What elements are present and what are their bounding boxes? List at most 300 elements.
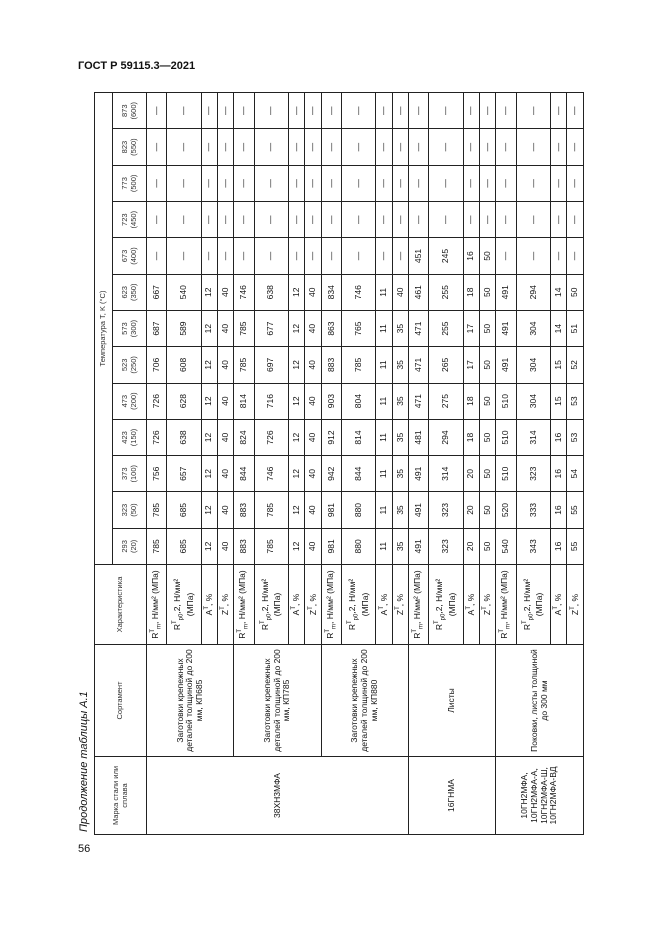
value-cell: 50: [480, 383, 496, 419]
characteristic-cell: $R^T_m$, Н/мм² (МПа): [409, 565, 429, 645]
sortament-cell: Листы: [409, 645, 496, 757]
value-cell: 294: [429, 419, 463, 455]
temp-kelvin: 723: [119, 213, 129, 226]
value-cell: —: [321, 129, 341, 165]
table-row: [234, 93, 254, 835]
value-cell: —: [167, 202, 201, 238]
value-cell: 50: [480, 456, 496, 492]
characteristic-cell: $Z^T$, %: [480, 565, 496, 645]
temp-celsius: (500): [128, 174, 138, 193]
characteristic-cell: $R^T_{p0},2$, Н/мм² (МПа): [342, 565, 376, 645]
value-cell: 17: [463, 347, 479, 383]
value-cell: 667: [147, 274, 167, 310]
temp-kelvin: 573: [119, 322, 129, 335]
value-cell: —: [321, 202, 341, 238]
table-area: [94, 92, 584, 835]
characteristic-cell: $R^T_m$, Н/мм² (МПа): [147, 565, 167, 645]
header-temp-10: [113, 165, 147, 201]
value-cell: —: [147, 202, 167, 238]
value-cell: —: [409, 129, 429, 165]
value-cell: 638: [167, 419, 201, 455]
temp-celsius: (350): [128, 283, 138, 302]
value-cell: —: [321, 165, 341, 201]
value-cell: 333: [516, 492, 550, 528]
value-cell: 981: [321, 492, 341, 528]
header-temp-4: [113, 383, 147, 419]
value-cell: —: [288, 238, 304, 274]
value-cell: —: [288, 129, 304, 165]
temp-celsius: (450): [128, 210, 138, 229]
value-cell: 844: [342, 456, 376, 492]
value-cell: 746: [234, 274, 254, 310]
value-cell: 628: [167, 383, 201, 419]
value-cell: 323: [429, 492, 463, 528]
temp-kelvin: 373: [119, 467, 129, 481]
value-cell: 11: [376, 383, 392, 419]
value-cell: —: [516, 93, 550, 129]
value-cell: 481: [409, 419, 429, 455]
value-cell: 18: [463, 383, 479, 419]
value-cell: —: [496, 129, 516, 165]
value-cell: —: [551, 238, 567, 274]
temp-kelvin: 473: [119, 394, 129, 408]
value-cell: 40: [305, 492, 321, 528]
value-cell: 12: [288, 419, 304, 455]
value-cell: 726: [254, 419, 288, 455]
value-cell: 451: [409, 238, 429, 274]
value-cell: 50: [480, 528, 496, 564]
value-cell: 657: [167, 456, 201, 492]
value-cell: —: [201, 93, 217, 129]
header-temp-0: [113, 528, 147, 564]
temp-celsius: (200): [128, 392, 138, 410]
characteristic-cell: $A^T$, %: [288, 565, 304, 645]
temp-celsius: (400): [128, 247, 138, 265]
value-cell: —: [409, 165, 429, 201]
value-cell: —: [392, 165, 408, 201]
value-cell: 265: [429, 347, 463, 383]
value-cell: 11: [376, 347, 392, 383]
value-cell: 540: [167, 274, 201, 310]
header-grade: Марка стали или сплава: [95, 757, 147, 835]
value-cell: 12: [201, 419, 217, 455]
value-cell: 40: [305, 383, 321, 419]
value-cell: 35: [392, 383, 408, 419]
value-cell: 510: [496, 419, 516, 455]
value-cell: —: [147, 238, 167, 274]
header-temp-2: [113, 456, 147, 492]
value-cell: 510: [496, 383, 516, 419]
value-cell: 40: [217, 274, 233, 310]
value-cell: 40: [217, 528, 233, 564]
value-cell: —: [342, 129, 376, 165]
value-cell: —: [147, 129, 167, 165]
value-cell: —: [551, 202, 567, 238]
value-cell: 20: [463, 456, 479, 492]
value-cell: 50: [480, 347, 496, 383]
characteristic-cell: $R^T_m$, Н/мм² (МПа): [234, 565, 254, 645]
value-cell: 323: [516, 456, 550, 492]
value-cell: —: [376, 202, 392, 238]
value-cell: 40: [305, 528, 321, 564]
value-cell: 40: [305, 347, 321, 383]
value-cell: 540: [496, 528, 516, 564]
value-cell: 314: [429, 456, 463, 492]
value-cell: 880: [342, 528, 376, 564]
temp-kelvin: 423: [119, 431, 129, 444]
value-cell: 40: [217, 492, 233, 528]
value-cell: —: [167, 93, 201, 129]
value-cell: 863: [321, 310, 341, 346]
temp-kelvin: 623: [119, 286, 129, 299]
value-cell: 52: [567, 347, 584, 383]
value-cell: 814: [234, 383, 254, 419]
value-cell: —: [305, 93, 321, 129]
table-row: [409, 93, 429, 835]
value-cell: 323: [429, 528, 463, 564]
value-cell: 304: [516, 383, 550, 419]
characteristic-cell: $R^T_m$, Н/мм² (МПа): [321, 565, 341, 645]
value-cell: 12: [201, 347, 217, 383]
sortament-cell: Заготовки крепежных деталей толщиной до 200 мм, КП880: [321, 645, 408, 757]
value-cell: 471: [409, 347, 429, 383]
value-cell: 491: [496, 347, 516, 383]
value-cell: 40: [217, 310, 233, 346]
value-cell: 471: [409, 310, 429, 346]
value-cell: —: [496, 238, 516, 274]
value-cell: 15: [551, 383, 567, 419]
value-cell: 981: [321, 528, 341, 564]
temp-celsius: (250): [128, 356, 138, 374]
value-cell: 726: [147, 419, 167, 455]
value-cell: —: [147, 165, 167, 201]
value-cell: 785: [234, 347, 254, 383]
value-cell: —: [217, 238, 233, 274]
value-cell: —: [496, 165, 516, 201]
value-cell: 40: [217, 456, 233, 492]
temp-kelvin: 523: [119, 358, 129, 372]
header-sortament: Сортамент: [95, 645, 147, 757]
value-cell: —: [342, 202, 376, 238]
characteristic-cell: $R^T_m$, Н/мм² (МПа): [496, 565, 516, 645]
value-cell: 245: [429, 238, 463, 274]
characteristic-cell: $Z^T$, %: [392, 565, 408, 645]
header-temp-9: [113, 202, 147, 238]
value-cell: —: [463, 129, 479, 165]
header-temp-3: [113, 419, 147, 455]
value-cell: —: [321, 93, 341, 129]
value-cell: 687: [147, 310, 167, 346]
value-cell: 40: [305, 456, 321, 492]
value-cell: 255: [429, 310, 463, 346]
value-cell: 12: [201, 383, 217, 419]
grade-cell: 10ГН2МФА, 10ГН2МФА-А, 10ГН2МФА-Ш, 10ГН2МФА-ВД: [496, 757, 584, 835]
value-cell: 35: [392, 456, 408, 492]
value-cell: 343: [516, 528, 550, 564]
value-cell: —: [376, 129, 392, 165]
value-cell: —: [342, 238, 376, 274]
value-cell: 50: [480, 238, 496, 274]
value-cell: 685: [167, 528, 201, 564]
value-cell: 12: [288, 456, 304, 492]
header-temp-6: [113, 310, 147, 346]
header-temp-5: [113, 347, 147, 383]
value-cell: 55: [567, 528, 584, 564]
value-cell: —: [201, 238, 217, 274]
value-cell: 844: [234, 456, 254, 492]
value-cell: —: [288, 202, 304, 238]
value-cell: 40: [217, 419, 233, 455]
value-cell: 35: [392, 347, 408, 383]
value-cell: 520: [496, 492, 516, 528]
value-cell: 18: [463, 274, 479, 310]
value-cell: —: [376, 165, 392, 201]
value-cell: 834: [321, 274, 341, 310]
value-cell: 11: [376, 274, 392, 310]
characteristic-cell: $Z^T$, %: [305, 565, 321, 645]
value-cell: 11: [376, 456, 392, 492]
value-cell: 14: [551, 274, 567, 310]
value-cell: 883: [321, 347, 341, 383]
value-cell: 35: [392, 528, 408, 564]
value-cell: 40: [305, 310, 321, 346]
value-cell: 12: [288, 492, 304, 528]
value-cell: 50: [480, 310, 496, 346]
value-cell: —: [342, 165, 376, 201]
temp-kelvin: 673: [119, 249, 129, 263]
value-cell: —: [234, 129, 254, 165]
value-cell: —: [167, 238, 201, 274]
value-cell: 685: [167, 492, 201, 528]
value-cell: —: [288, 165, 304, 201]
value-cell: —: [217, 129, 233, 165]
value-cell: 726: [147, 383, 167, 419]
value-cell: 53: [567, 383, 584, 419]
temp-celsius: (600): [128, 101, 138, 120]
value-cell: 589: [167, 310, 201, 346]
value-cell: —: [254, 165, 288, 201]
value-cell: 17: [463, 310, 479, 346]
value-cell: 16: [551, 492, 567, 528]
value-cell: —: [217, 202, 233, 238]
value-cell: —: [167, 165, 201, 201]
value-cell: —: [392, 202, 408, 238]
value-cell: —: [201, 165, 217, 201]
value-cell: —: [463, 165, 479, 201]
value-cell: —: [567, 202, 584, 238]
page-number: 56: [78, 843, 91, 855]
value-cell: 16: [551, 456, 567, 492]
value-cell: —: [305, 165, 321, 201]
value-cell: —: [516, 129, 550, 165]
value-cell: 40: [392, 274, 408, 310]
value-cell: 20: [463, 492, 479, 528]
table-caption: Продолжение таблицы А.1: [78, 691, 90, 832]
value-cell: —: [551, 165, 567, 201]
value-cell: 40: [305, 419, 321, 455]
value-cell: —: [429, 165, 463, 201]
value-cell: —: [567, 238, 584, 274]
value-cell: 16: [551, 419, 567, 455]
value-cell: 35: [392, 310, 408, 346]
value-cell: 785: [254, 528, 288, 564]
value-cell: 785: [234, 310, 254, 346]
value-cell: 294: [516, 274, 550, 310]
value-cell: —: [551, 93, 567, 129]
properties-table: [94, 92, 584, 835]
value-cell: —: [254, 129, 288, 165]
value-cell: 638: [254, 274, 288, 310]
value-cell: 55: [567, 492, 584, 528]
value-cell: 912: [321, 419, 341, 455]
value-cell: —: [305, 129, 321, 165]
value-cell: 814: [342, 419, 376, 455]
value-cell: —: [254, 93, 288, 129]
value-cell: 12: [201, 310, 217, 346]
value-cell: —: [201, 202, 217, 238]
value-cell: 461: [409, 274, 429, 310]
temp-celsius: (20): [128, 539, 138, 554]
value-cell: —: [376, 93, 392, 129]
table-row: [147, 93, 167, 835]
value-cell: 16: [551, 528, 567, 564]
value-cell: 824: [234, 419, 254, 455]
value-cell: 804: [342, 383, 376, 419]
value-cell: —: [305, 238, 321, 274]
value-cell: 12: [201, 528, 217, 564]
value-cell: 491: [496, 274, 516, 310]
value-cell: —: [480, 93, 496, 129]
value-cell: 883: [234, 492, 254, 528]
temp-kelvin: 823: [119, 140, 129, 154]
value-cell: —: [217, 93, 233, 129]
value-cell: 304: [516, 347, 550, 383]
sortament-cell: Заготовки крепежных деталей толщиной до 200 мм, КП785: [234, 645, 321, 757]
value-cell: 35: [392, 492, 408, 528]
value-cell: —: [392, 93, 408, 129]
value-cell: 491: [496, 310, 516, 346]
value-cell: 11: [376, 528, 392, 564]
value-cell: —: [567, 165, 584, 201]
value-cell: 40: [217, 383, 233, 419]
value-cell: 275: [429, 383, 463, 419]
value-cell: 765: [342, 310, 376, 346]
value-cell: 491: [409, 456, 429, 492]
value-cell: 12: [201, 274, 217, 310]
value-cell: 50: [567, 274, 584, 310]
value-cell: —: [516, 202, 550, 238]
value-cell: 314: [516, 419, 550, 455]
value-cell: —: [551, 129, 567, 165]
header-temp-8: [113, 238, 147, 274]
value-cell: —: [463, 93, 479, 129]
value-cell: —: [167, 129, 201, 165]
value-cell: 15: [551, 347, 567, 383]
value-cell: 18: [463, 419, 479, 455]
value-cell: —: [234, 165, 254, 201]
value-cell: 746: [342, 274, 376, 310]
temp-celsius: (550): [128, 138, 138, 156]
value-cell: —: [392, 238, 408, 274]
value-cell: 12: [288, 347, 304, 383]
characteristic-cell: $A^T$, %: [551, 565, 567, 645]
sortament-cell: Поковки, листы толщиной до 300 мм: [496, 645, 584, 757]
table-row: [321, 93, 341, 835]
value-cell: 11: [376, 419, 392, 455]
value-cell: —: [463, 202, 479, 238]
value-cell: —: [516, 238, 550, 274]
value-cell: 677: [254, 310, 288, 346]
sortament-cell: Заготовки крепежных деталей толщиной до 200 мм, КП685: [147, 645, 234, 757]
value-cell: 716: [254, 383, 288, 419]
value-cell: 706: [147, 347, 167, 383]
value-cell: 12: [288, 383, 304, 419]
value-cell: —: [392, 129, 408, 165]
temp-celsius: (300): [128, 319, 138, 338]
value-cell: 50: [480, 419, 496, 455]
value-cell: 491: [409, 528, 429, 564]
value-cell: —: [496, 202, 516, 238]
value-cell: —: [342, 93, 376, 129]
value-cell: 20: [463, 528, 479, 564]
value-cell: 608: [167, 347, 201, 383]
header-temp-1: [113, 492, 147, 528]
value-cell: —: [567, 93, 584, 129]
characteristic-cell: $R^T_{p0},2$, Н/мм² (МПа): [429, 565, 463, 645]
value-cell: 471: [409, 383, 429, 419]
value-cell: 54: [567, 456, 584, 492]
value-cell: 785: [147, 528, 167, 564]
value-cell: 50: [480, 274, 496, 310]
temp-kelvin: 873: [119, 104, 129, 117]
temp-kelvin: 323: [119, 503, 129, 517]
value-cell: —: [254, 238, 288, 274]
characteristic-cell: $A^T$, %: [376, 565, 392, 645]
caption-area: [66, 92, 88, 832]
value-cell: —: [480, 202, 496, 238]
header-temp-7: [113, 274, 147, 310]
value-cell: —: [217, 165, 233, 201]
value-cell: —: [288, 93, 304, 129]
characteristic-cell: $A^T$, %: [463, 565, 479, 645]
value-cell: —: [321, 238, 341, 274]
header-characteristic: Характеристика: [95, 565, 147, 645]
value-cell: 12: [201, 456, 217, 492]
value-cell: 491: [409, 492, 429, 528]
value-cell: 16: [463, 238, 479, 274]
characteristic-cell: $R^T_{p0},2$, Н/мм² (МПа): [516, 565, 550, 645]
value-cell: 883: [234, 528, 254, 564]
value-cell: 304: [516, 310, 550, 346]
value-cell: —: [234, 202, 254, 238]
value-cell: 40: [305, 274, 321, 310]
value-cell: 255: [429, 274, 463, 310]
header-temp-12: [113, 93, 147, 129]
value-cell: 50: [480, 492, 496, 528]
value-cell: —: [409, 202, 429, 238]
value-cell: 756: [147, 456, 167, 492]
header-temperature: Температура T, K (°C): [95, 93, 113, 565]
temp-celsius: (150): [128, 428, 138, 447]
value-cell: 53: [567, 419, 584, 455]
grade-cell: 38ХН3МФА: [147, 757, 409, 835]
value-cell: —: [376, 238, 392, 274]
characteristic-cell: $R^T_{p0},2$, Н/мм² (МПа): [254, 565, 288, 645]
grade-cell: 16ГНМА: [409, 757, 496, 835]
value-cell: 880: [342, 492, 376, 528]
temp-kelvin: 773: [119, 177, 129, 190]
value-cell: 12: [201, 492, 217, 528]
